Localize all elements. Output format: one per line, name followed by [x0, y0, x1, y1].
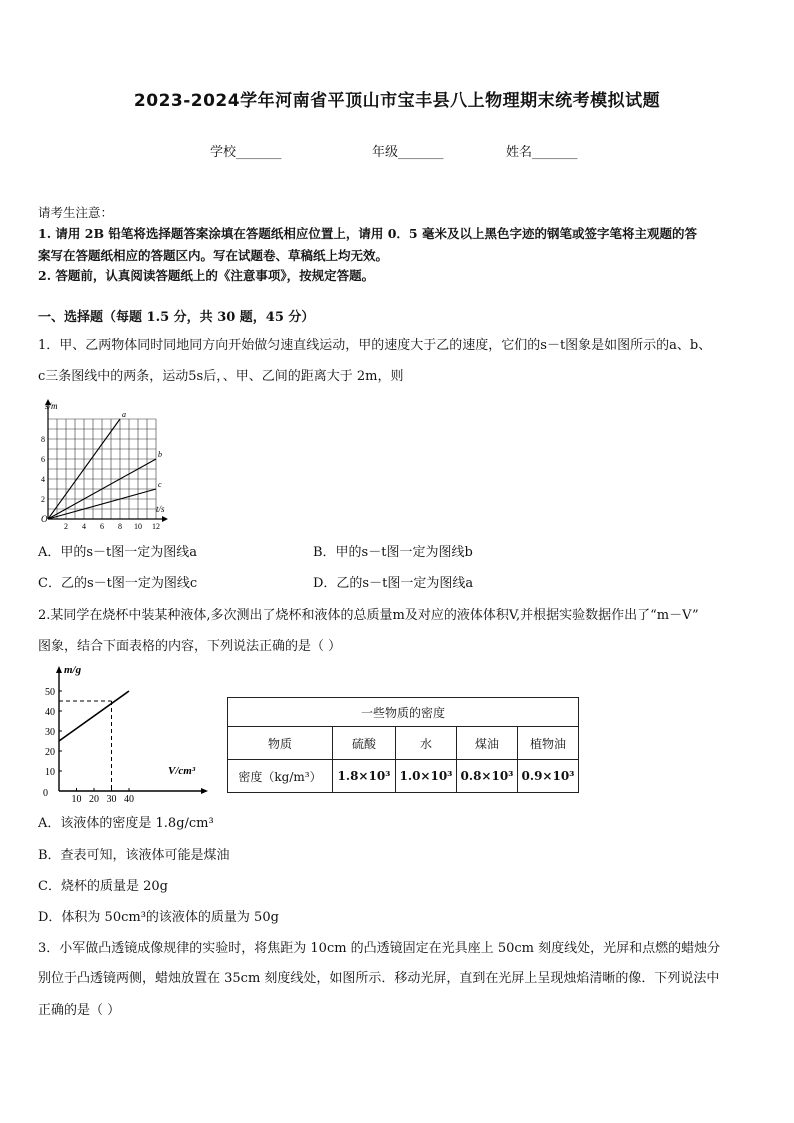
mv-x-tick: 30: [106, 794, 117, 805]
st-x-tick: 12: [152, 522, 160, 530]
notice-line-2: 2. 答题前，认真阅读答题纸上的《注意事项》，按规定答题。: [38, 268, 375, 283]
mv-y-tick: 30: [45, 727, 55, 738]
school-field: 学校_______: [210, 145, 282, 160]
st-axes: [45, 399, 168, 522]
page-title: 2023-2024学年河南省平顶山市宝丰县八上物理期末统考模拟试题: [133, 91, 661, 111]
st-series-label: a: [122, 410, 126, 419]
table-header: 物质: [228, 727, 333, 760]
mv-x-tick: 40: [124, 794, 134, 805]
st-chart: [38, 395, 173, 530]
mv-y-tick: 20: [45, 747, 55, 758]
st-x-tick: 10: [134, 522, 142, 530]
table-cell: 密度（kg/m³）: [228, 760, 333, 793]
mv-y-tick: 10: [45, 767, 55, 778]
table-cell: 0.9×10³: [518, 760, 579, 793]
section-heading: 一、选择题（每题 1.5 分，共 30 题，45 分）: [38, 310, 315, 325]
mv-series-line: [59, 691, 129, 741]
q2-option-c[interactable]: C．烧杯的质量是 20g: [38, 879, 168, 894]
st-origin: O: [41, 514, 48, 524]
table-caption: 一些物质的密度: [228, 698, 579, 727]
st-series-label: c: [158, 480, 162, 489]
grade-field: 年级_______: [372, 145, 444, 160]
mv-x-tick: 20: [89, 794, 99, 805]
st-x-tick: 6: [100, 522, 104, 530]
st-x-tick: 4: [82, 522, 86, 530]
table-cell: 1.0×10³: [396, 760, 457, 793]
table-cell: 0.8×10³: [457, 760, 518, 793]
q2-option-d[interactable]: D．体积为 50cm³的该液体的质量为 50g: [38, 910, 279, 925]
table-header: 硫酸: [333, 727, 396, 760]
st-xlabel: t/s: [156, 504, 165, 514]
name-field: 姓名_______: [506, 145, 578, 160]
st-y-tick: 4: [41, 475, 45, 484]
x-axis-arrow: [201, 788, 208, 794]
q1-line-1: 1．甲、乙两物体同时同地同方向开始做匀速直线运动，甲的速度大于乙的速度，它们的s－t图象是如图所示的a、b、: [38, 338, 712, 353]
st-x-tick: 2: [64, 522, 68, 530]
mv-ylabel: m/g: [64, 664, 82, 676]
st-y-tick: 8: [41, 435, 45, 444]
q1-option-a[interactable]: A．甲的s－t图一定为图线a: [38, 545, 198, 560]
q1-option-d[interactable]: D．乙的s－t图一定为图线a: [313, 576, 474, 591]
st-x-tick: 8: [118, 522, 122, 530]
q3-line-3: 正确的是（ ）: [38, 1003, 121, 1018]
q2-option-a[interactable]: A．该液体的密度是 1.8g/cm³: [38, 816, 214, 831]
st-series-label: b: [158, 450, 162, 459]
q3-line-2: 别位于凸透镜两侧，蜡烛放置在 35cm 刻度线处，如图所示．移动光屏，直到在光屏上呈现烛焰清晰的像．下列说法中: [38, 971, 720, 986]
mv-origin: 0: [43, 788, 48, 799]
table-cell: 1.8×10³: [333, 760, 396, 793]
table-header: 煤油: [457, 727, 518, 760]
mv-y-tick: 40: [45, 707, 55, 718]
q1-option-b[interactable]: B．甲的s－t图一定为图线b: [313, 545, 473, 560]
st-series: [48, 410, 162, 519]
st-ylabel: s/m: [45, 401, 58, 411]
mv-x-tick: 10: [71, 794, 82, 805]
q2-line-1: 2.某同学在烧杯中装某种液体,多次测出了烧杯和液体的总质量m及对应的液体体积V,并根据实验数据作出了“m－V”: [38, 608, 699, 623]
notice-heading: 请考生注意：: [38, 205, 114, 220]
mv-y-tick: 50: [45, 687, 55, 698]
notice-line-1a: 1. 请用 2B 铅笔将选择题答案涂填在答题纸相应位置上，请用 0．5 毫米及以上黑色字迹的钢笔或签字笔将主观题的答: [38, 226, 697, 241]
table-header: 植物油: [518, 727, 579, 760]
q2-line-2: 图象，结合下面表格的内容，下列说法正确的是（ ）: [38, 639, 342, 654]
q1-line-2: c三条图线中的两条，运动5s后，、甲、乙间的距离大于 2m，则: [38, 369, 404, 384]
mv-xlabel: V/cm³: [168, 765, 196, 777]
st-y-tick: 2: [41, 495, 45, 504]
notice-line-1b: 案写在答题纸相应的答题区内。写在试题卷、草稿纸上均无效。: [38, 248, 389, 263]
y-axis-arrow: [56, 666, 62, 673]
density-table: [227, 697, 579, 793]
q2-option-b[interactable]: B．查表可知，该液体可能是煤油: [38, 848, 230, 863]
q3-line-1: 3．小军做凸透镜成像规律的实验时，将焦距为 10cm 的凸透镜固定在光具座上 50cm 刻度线处，光屏和点燃的蜡烛分: [38, 941, 721, 956]
x-axis-arrow: [162, 516, 168, 522]
mv-chart: [38, 660, 213, 805]
table-header: 水: [396, 727, 457, 760]
st-y-tick: 6: [41, 455, 45, 464]
q1-option-c[interactable]: C．乙的s－t图一定为图线c: [38, 576, 198, 591]
mv-series: [59, 691, 129, 791]
